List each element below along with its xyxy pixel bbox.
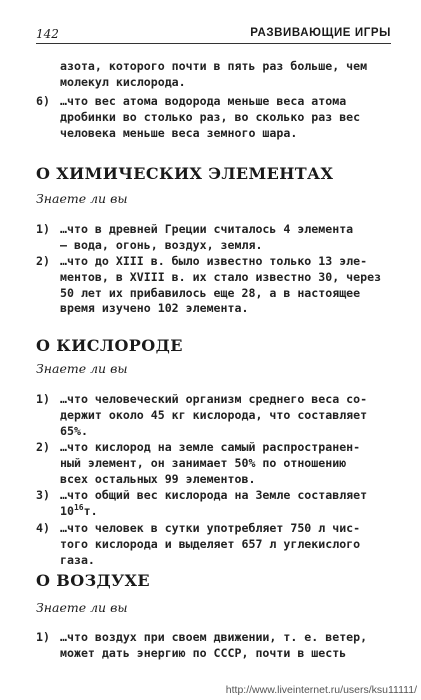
item-number: 2) bbox=[36, 440, 50, 454]
list-item: 2) …что до XIII в. было известно только 13 эле- ментов, в XVIII в. их стало известно 30, через 50 лет их прибавилось еще 28, а в настоящее время изучено 102 элемента. bbox=[36, 254, 382, 316]
page-number: 142 bbox=[36, 27, 59, 41]
list-item: 1) …что воздух при своем движении, т. е. ветер, может дать энергию по СССР, почти в шесть bbox=[36, 630, 368, 660]
section-title-elements: О ХИМИЧЕСКИХ ЭЛЕМЕНТАХ bbox=[36, 164, 334, 183]
section-title-air: О ВОЗДУХЕ bbox=[36, 571, 150, 590]
item-number: 4) bbox=[36, 521, 50, 535]
source-watermark-url: http://www.liveinternet.ru/users/ksu11111/ bbox=[225, 684, 417, 696]
item-number: 1) bbox=[36, 222, 50, 236]
section-subtitle-elements: Знаете ли вы bbox=[36, 191, 128, 206]
list-item: 4) …что человек в сутки употребляет 750 л чис- того кислорода и выделяет 657 л углекислого газа. bbox=[36, 521, 361, 567]
item-number: 6) bbox=[36, 94, 50, 108]
item-number: 2) bbox=[36, 254, 50, 268]
list-item: 3) …что общий вес кислорода на Земле составляет $10^{16}т$. bbox=[36, 488, 396, 520]
item-number: 1) bbox=[36, 630, 50, 644]
list-item: 1) …что человеческий организм среднего веса со- держит около 45 кг кислорода, что составляет 65%. bbox=[36, 392, 368, 438]
power-value: $10^{16}т$. bbox=[60, 502, 98, 518]
item-number: 3) bbox=[36, 488, 50, 502]
list-item: 2) …что кислород на земле самый распространен- ный элемент, он занимает 50% по отношению всех остальных 99 элементов. bbox=[36, 440, 361, 486]
list-item: 1) …что в древней Греции считалось 4 элемента — вода, огонь, воздух, земля. bbox=[36, 222, 354, 252]
item-number: 1) bbox=[36, 392, 50, 406]
list-item: 6) …что вес атома водорода меньше веса атома дробинки во столько раз, во сколько раз вес человека меньше веса земного шара. bbox=[36, 94, 361, 140]
section-subtitle-oxygen: Знаете ли вы bbox=[36, 361, 128, 376]
section-subtitle-air: Знаете ли вы bbox=[36, 600, 128, 615]
continuation-text: азота, которого почти в пять раз больше, чем молекул кислорода. bbox=[60, 59, 368, 89]
power-exponent: 16 bbox=[73, 502, 84, 512]
section-title-oxygen: О КИСЛОРОДЕ bbox=[36, 336, 183, 355]
running-title: РАЗВИВАЮЩИЕ ИГРЫ bbox=[250, 27, 391, 39]
running-header bbox=[36, 27, 391, 44]
